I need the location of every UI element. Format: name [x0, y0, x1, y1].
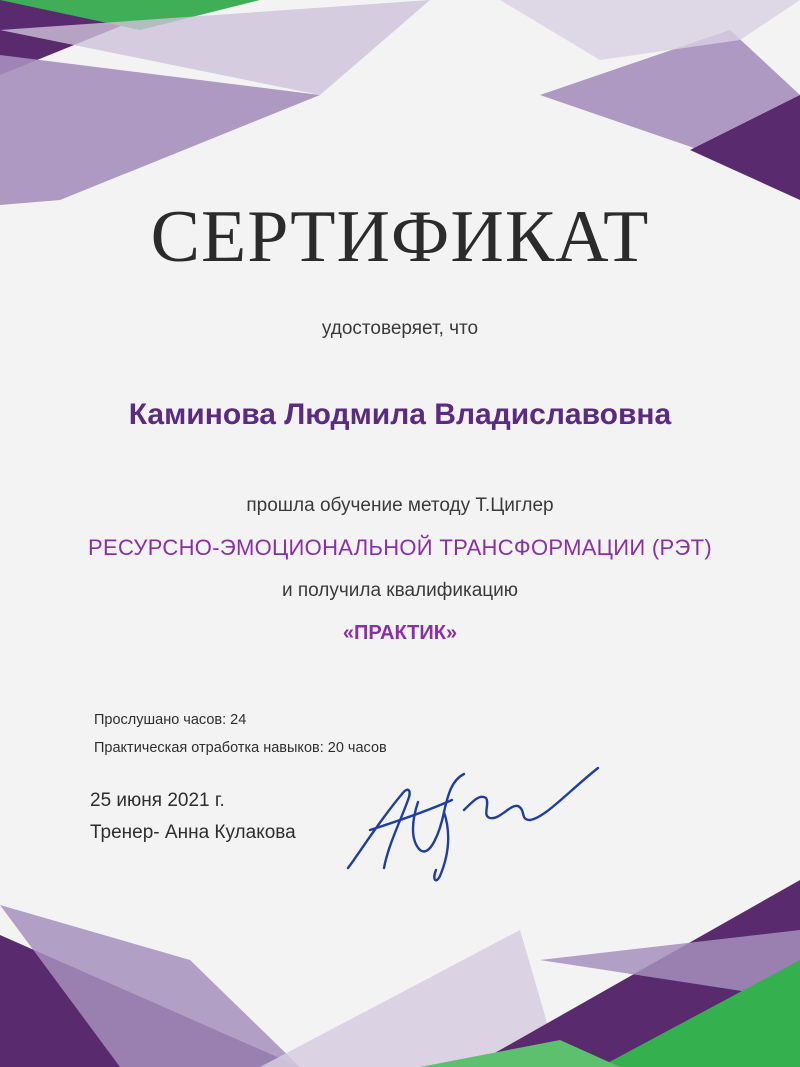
- completed-training-text: прошла обучение методу Т.Циглер: [246, 495, 554, 516]
- hours-listened: Прослушано часов: 24: [94, 712, 247, 728]
- trainer-name: Тренер- Анна Кулакова: [90, 822, 296, 843]
- top-right-light-shape: [500, 0, 800, 60]
- practice-hours: Практическая отработка навыков: 20 часов: [94, 740, 387, 756]
- certifies-text: удостоверяет, что: [321, 318, 479, 339]
- certificate-title: СЕРТИФИКАТ: [150, 196, 650, 278]
- qualification-title: «ПРАКТИК»: [342, 622, 458, 644]
- handwritten-signature: [340, 760, 610, 890]
- certificate-date: 25 июня 2021 г.: [90, 790, 225, 811]
- recipient-name: Каминова Людмила Владиславовна: [128, 398, 672, 431]
- received-qualification-text: и получила квалификацию: [281, 580, 519, 601]
- method-name: РЕСУРСНО-ЭМОЦИОНАЛЬНОЙ ТРАНСФОРМАЦИИ (РЭТ): [88, 535, 712, 560]
